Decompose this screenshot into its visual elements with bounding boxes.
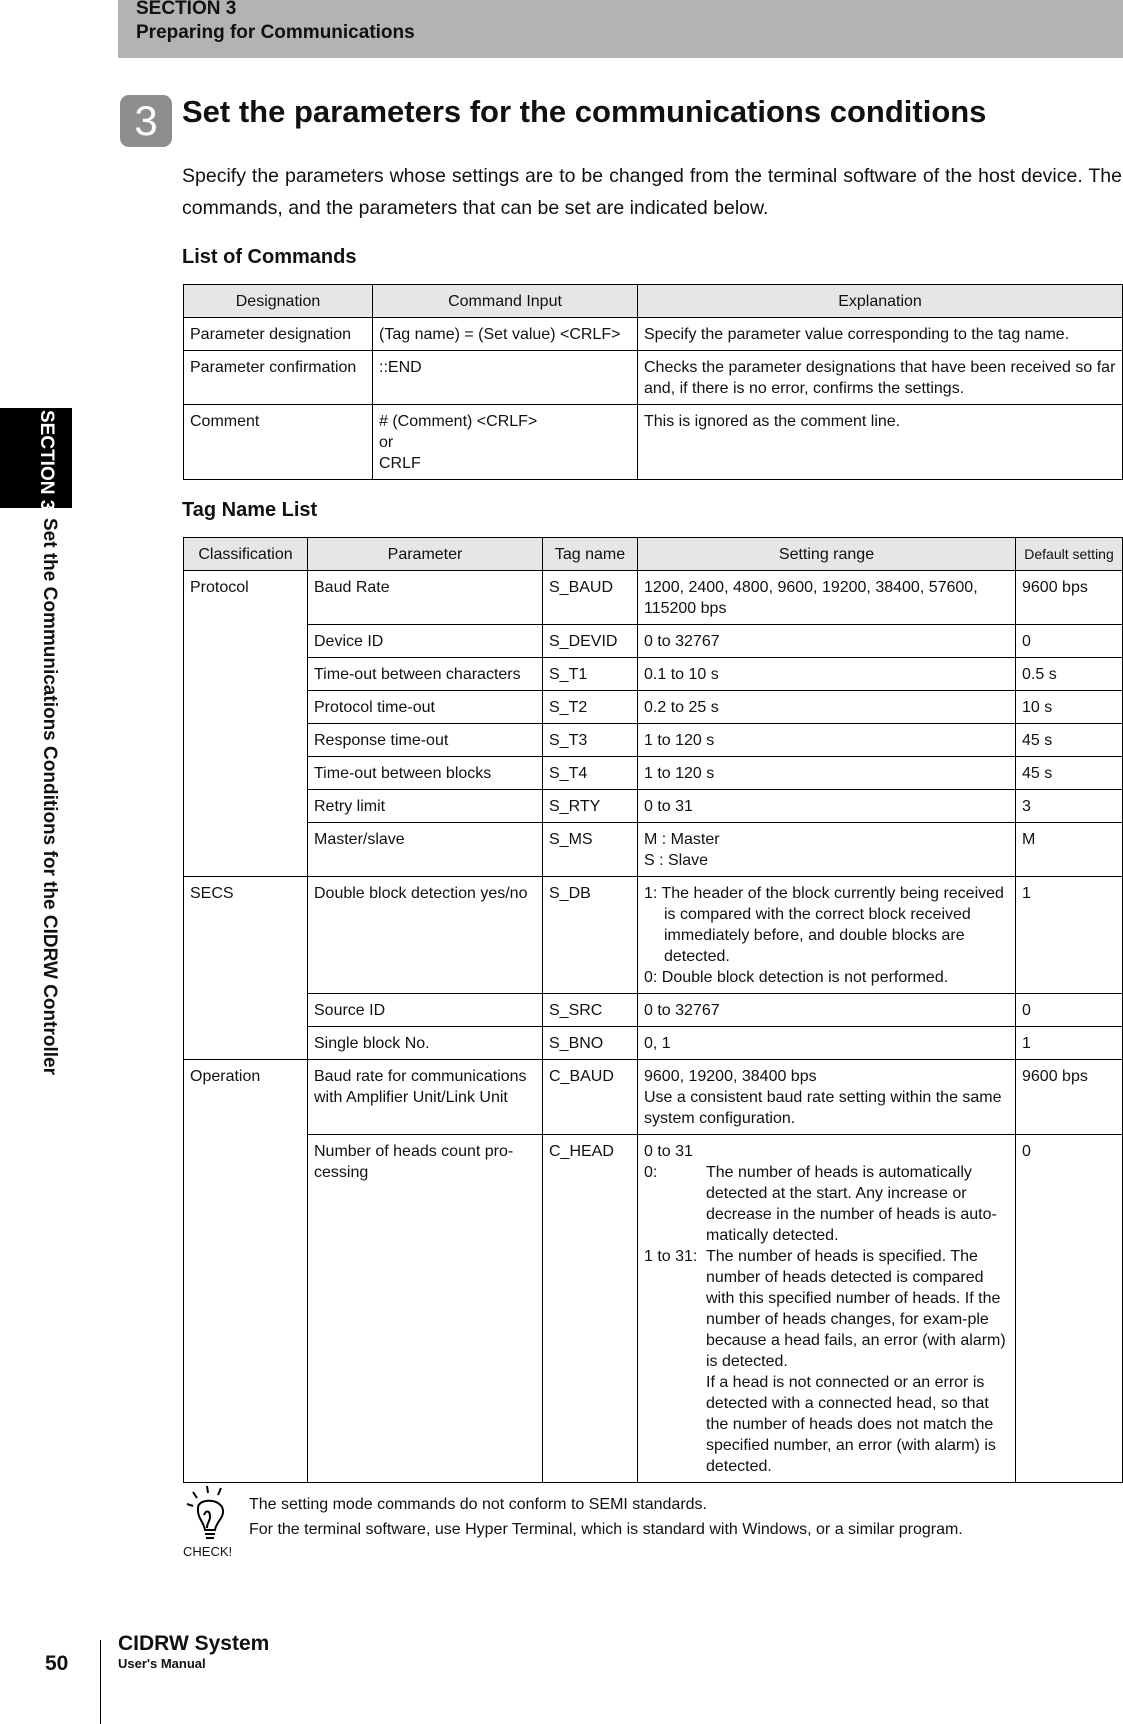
- footer-divider: [100, 1640, 101, 1724]
- side-tab-label: SECTION 3: [36, 410, 57, 511]
- section-label: SECTION 3: [136, 0, 237, 19]
- col-setting-range: Setting range: [638, 538, 1016, 571]
- table-row: [184, 1135, 1123, 1483]
- range-item: 1: The header of the block currently being received is compared with the correct block received immediately before, and double blocks are detected.: [644, 885, 1004, 965]
- cell: 0 to 31: [638, 790, 1016, 823]
- page-title: Set the parameters for the communications conditions: [182, 94, 987, 129]
- section-subtitle: Preparing for Communications: [136, 22, 415, 43]
- cell: Parameter designation: [184, 318, 373, 351]
- cell: S_SRC: [543, 994, 638, 1027]
- cell: 0: [1016, 625, 1123, 658]
- cell: 0.2 to 25 s: [638, 691, 1016, 724]
- cell: 1: [1016, 877, 1123, 994]
- cell: 1200, 2400, 4800, 9600, 19200, 38400, 57600, 115200 bps: [638, 571, 1016, 625]
- cell: M : Master S : Slave: [638, 823, 1016, 877]
- cell: [638, 877, 1016, 994]
- cell: M: [1016, 823, 1123, 877]
- tags-heading: Tag Name List: [182, 499, 318, 521]
- cell: Protocol time-out: [308, 691, 543, 724]
- col-designation: Designation: [184, 285, 373, 318]
- cell: 9600 bps: [1016, 1060, 1123, 1135]
- cell: S_T3: [543, 724, 638, 757]
- cell: S_T4: [543, 757, 638, 790]
- table-row: [184, 724, 1123, 757]
- table-row: [184, 823, 1123, 877]
- table-row: [184, 757, 1123, 790]
- cell: 3: [1016, 790, 1123, 823]
- cell: 1 to 120 s: [638, 724, 1016, 757]
- range-value: The number of heads is specified. The number of heads detected is compared with this specified number of heads. If the number of heads changes, for exam-ple because a head fails, an error (with alarm) is detected. If a head is not connected or an error is detected with a connected head, so that the number of heads does not match the specified number, an error (with alarm) is detected.: [706, 1248, 1006, 1475]
- cell: 0: [1016, 994, 1123, 1027]
- cell: S_MS: [543, 823, 638, 877]
- col-classification: Classification: [184, 538, 308, 571]
- cell: S_RTY: [543, 790, 638, 823]
- col-default-setting: Default setting: [1016, 538, 1123, 571]
- cell: S_BAUD: [543, 571, 638, 625]
- cell: Checks the parameter designations that have been received so far and, if there is no error, confirms the settings.: [638, 351, 1123, 405]
- table-row: [184, 405, 1123, 480]
- cell: Number of heads count pro-cessing: [308, 1135, 543, 1483]
- table-row: [184, 1027, 1123, 1060]
- table-row: [184, 1060, 1123, 1135]
- table-row: [184, 318, 1123, 351]
- cell: This is ignored as the comment line.: [638, 405, 1123, 480]
- cell: 9600, 19200, 38400 bps Use a consistent baud rate setting within the same system configuration.: [638, 1060, 1016, 1135]
- table-row: [184, 790, 1123, 823]
- table-row: [184, 658, 1123, 691]
- cell: 0: [1016, 1135, 1123, 1483]
- cell: Device ID: [308, 625, 543, 658]
- cell: (Tag name) = (Set value) <CRLF>: [373, 318, 638, 351]
- cell: S_BNO: [543, 1027, 638, 1060]
- cell: 0.5 s: [1016, 658, 1123, 691]
- cell: 0 to 32767: [638, 625, 1016, 658]
- commands-heading: List of Commands: [182, 246, 357, 268]
- cell: 45 s: [1016, 724, 1123, 757]
- cell: ::END: [373, 351, 638, 405]
- col-parameter: Parameter: [308, 538, 543, 571]
- cell: S_T1: [543, 658, 638, 691]
- table-row: [184, 625, 1123, 658]
- range-key: 1 to 31:: [644, 1248, 698, 1265]
- cell: Baud Rate: [308, 571, 543, 625]
- cell: Single block No.: [308, 1027, 543, 1060]
- side-section-tab: [0, 408, 72, 511]
- range-key: 0:: [644, 1164, 658, 1181]
- cell: S_DEVID: [543, 625, 638, 658]
- cell: Comment: [184, 405, 373, 480]
- side-running-title: Set the Communications Conditions for the CIDRW Controller: [39, 518, 60, 1075]
- cell: Retry limit: [308, 790, 543, 823]
- cell: Parameter confirmation: [184, 351, 373, 405]
- step-number-badge: 3: [120, 95, 172, 147]
- cell: 0, 1: [638, 1027, 1016, 1060]
- col-command-input: Command Input: [373, 285, 638, 318]
- table-row: [184, 994, 1123, 1027]
- range-item: 0: Double block detection is not performed.: [644, 969, 949, 986]
- footer-product: CIDRW System: [118, 1632, 270, 1655]
- table-row: [184, 691, 1123, 724]
- cell: S_T2: [543, 691, 638, 724]
- cell: # (Comment) <CRLF> or CRLF: [373, 405, 638, 480]
- cell: S_DB: [543, 877, 638, 994]
- cell: Specify the parameter value corresponding to the tag name.: [638, 318, 1123, 351]
- col-explanation: Explanation: [638, 285, 1123, 318]
- intro-paragraph: Specify the parameters whose settings are to be changed from the terminal software of the host device. The commands, and the parameters that can be set are indicated below.: [182, 165, 1122, 219]
- check-note-2: For the terminal software, use Hyper Terminal, which is standard with Windows, or a similar program.: [249, 1521, 963, 1538]
- table-row: [184, 351, 1123, 405]
- section-header: [118, 0, 1123, 58]
- cell: Time-out between blocks: [308, 757, 543, 790]
- tag-name-table: [183, 537, 1123, 1483]
- cell-classification: SECS: [184, 877, 308, 1060]
- cell: 45 s: [1016, 757, 1123, 790]
- cell: Baud rate for communications with Amplifier Unit/Link Unit: [308, 1060, 543, 1135]
- col-tag-name: Tag name: [543, 538, 638, 571]
- cell: 10 s: [1016, 691, 1123, 724]
- cell: 9600 bps: [1016, 571, 1123, 625]
- commands-table: [183, 284, 1123, 480]
- check-note-1: The setting mode commands do not conform to SEMI standards.: [249, 1496, 707, 1513]
- check-label: CHECK!: [183, 1544, 233, 1559]
- cell: C_HEAD: [543, 1135, 638, 1483]
- cell: 1 to 120 s: [638, 757, 1016, 790]
- cell: C_BAUD: [543, 1060, 638, 1135]
- range-item: 0 to 31: [644, 1143, 693, 1160]
- cell: Source ID: [308, 994, 543, 1027]
- cell: 1: [1016, 1027, 1123, 1060]
- cell: Double block detection yes/no: [308, 877, 543, 994]
- footer-manual: User's Manual: [118, 1656, 206, 1671]
- page-number: 50: [45, 1652, 69, 1675]
- cell: Master/slave: [308, 823, 543, 877]
- cell: 0.1 to 10 s: [638, 658, 1016, 691]
- cell: Time-out between characters: [308, 658, 543, 691]
- cell: Response time-out: [308, 724, 543, 757]
- range-value: The number of heads is automatically detected at the start. Any increase or decrease in the number of heads is auto-matically detected.: [706, 1164, 997, 1244]
- cell-classification: Operation: [184, 1060, 308, 1483]
- cell: [638, 1135, 1016, 1483]
- cell-classification: Protocol: [184, 571, 308, 877]
- cell: 0 to 32767: [638, 994, 1016, 1027]
- table-row: [184, 571, 1123, 625]
- table-row: [184, 877, 1123, 994]
